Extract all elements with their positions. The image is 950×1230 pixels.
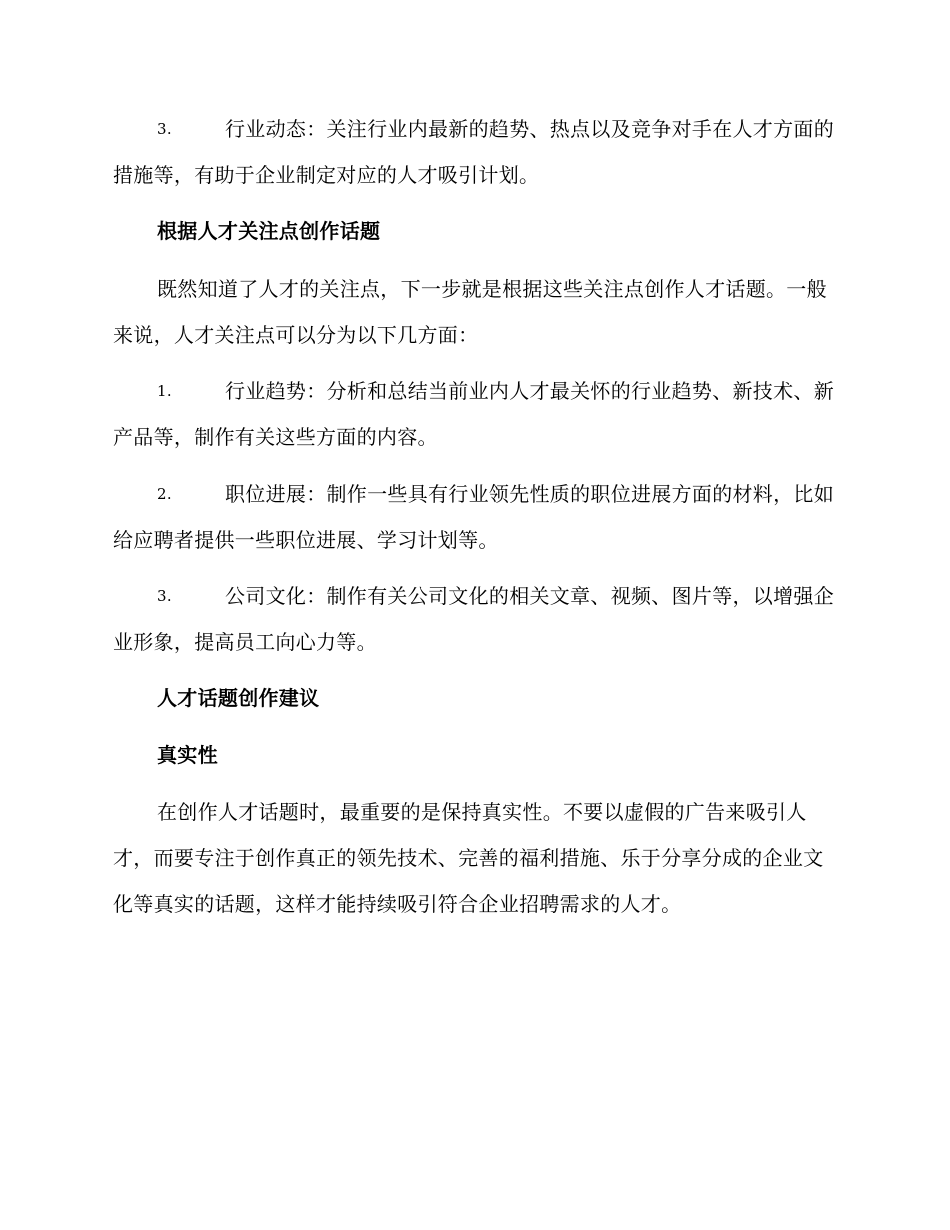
section-heading-suggestions: 人才话题创作建议 xyxy=(157,686,320,710)
section-heading-create-topics: 根据人才关注点创作话题 xyxy=(157,219,381,243)
section-paragraph-intro: 既然知道了人才的关注点，下一步就是根据这些关注点创作人才话题。一般来说，人才关注点可以分为以下几方面： xyxy=(113,277,827,347)
list-number: 3. xyxy=(157,120,172,138)
list-number: 3. xyxy=(157,587,172,605)
list-item-company-culture xyxy=(113,573,843,665)
list-item-text: 职位进展：制作一些具有行业领先性质的职位进展方面的材料，比如给应聘者提供一些职位进展、学习计划等。 xyxy=(113,482,834,552)
list-item-industry-trends xyxy=(113,368,843,460)
subheading-authenticity: 真实性 xyxy=(157,743,218,767)
list-number: 1. xyxy=(157,382,172,400)
list-item-industry-dynamics xyxy=(113,106,843,198)
list-item-text: 行业趋势：分析和总结当前业内人才最关怀的行业趋势、新技术、新产品等，制作有关这些方面的内容。 xyxy=(113,379,834,449)
list-item-text: 公司文化：制作有关公司文化的相关文章、视频、图片等，以增强企业形象，提高员工向心力等。 xyxy=(113,584,834,654)
list-item-job-progress xyxy=(113,471,843,563)
section-paragraph-authenticity: 在创作人才话题时，最重要的是保持真实性。不要以虚假的广告来吸引人才，而要专注于创作真正的领先技术、完善的福利措施、乐于分享分成的企业文化等真实的话题，这样才能持续吸引符合企业招聘需求的人才。 xyxy=(113,800,824,916)
list-number: 2. xyxy=(157,485,172,503)
list-item-text: 行业动态：关注行业内最新的趋势、热点以及竞争对手在人才方面的措施等，有助于企业制定对应的人才吸引计划。 xyxy=(113,117,834,187)
